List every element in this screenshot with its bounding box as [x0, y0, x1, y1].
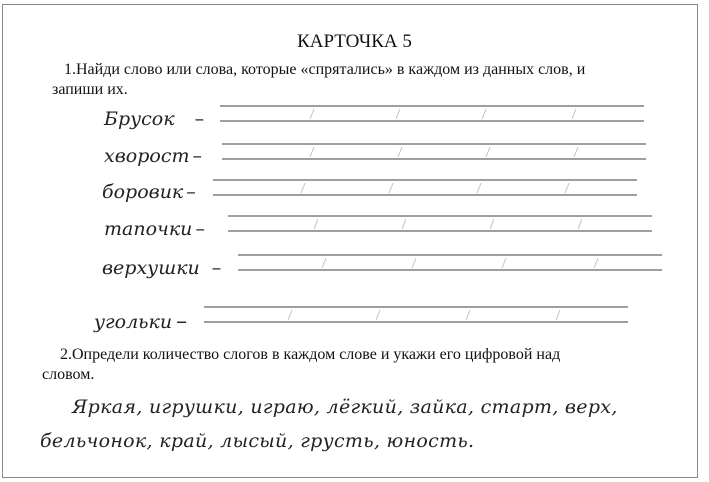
word-text: хворост: [104, 145, 190, 167]
word-text: верхушки: [102, 257, 200, 279]
word-dash: –: [211, 257, 222, 279]
answer-lines-2[interactable]: [222, 142, 650, 162]
answer-lines-1[interactable]: [220, 104, 648, 124]
word-text: боровик: [102, 181, 184, 203]
task2-instruction: [42, 345, 680, 385]
word-row-6: [94, 309, 187, 334]
word-row-5: [102, 257, 221, 279]
word-dash: –: [195, 218, 205, 240]
task1-line1: 1.Найди слово или слова, которые «спрятались» в каждом из данных слов, и: [64, 61, 586, 78]
task1-instruction: [52, 60, 684, 100]
answer-lines-5[interactable]: [238, 253, 666, 273]
word-row-2: [104, 145, 202, 167]
card-title: КАРТОЧКА 5: [297, 31, 412, 52]
word-row-1: [104, 108, 204, 130]
answer-lines-4[interactable]: [228, 214, 656, 234]
word-text: Брусок: [104, 108, 175, 130]
word-dash: –: [176, 309, 188, 334]
handwritten-words-line1: Яркая, игрушки, играю, лёгкий, зайка, старт, верх,: [72, 396, 618, 418]
task1-line2: запиши их.: [52, 81, 128, 98]
answer-lines-6[interactable]: [204, 305, 632, 325]
word-text: угольки: [94, 311, 173, 333]
handwritten-words-line2: бельчонок, край, лысый, грусть, юность.: [40, 430, 475, 452]
word-dash: –: [186, 181, 196, 203]
word-dash: –: [192, 145, 202, 167]
word-row-3: [102, 181, 196, 203]
word-text: тапочки: [104, 218, 193, 240]
task2-line2: словом.: [42, 366, 95, 383]
word-dash: –: [194, 108, 205, 130]
answer-lines-3[interactable]: [213, 178, 641, 198]
task2-line1: 2.Определи количество слогов в каждом слове и укажи его цифровой над: [60, 346, 561, 363]
word-row-4: [104, 218, 205, 240]
